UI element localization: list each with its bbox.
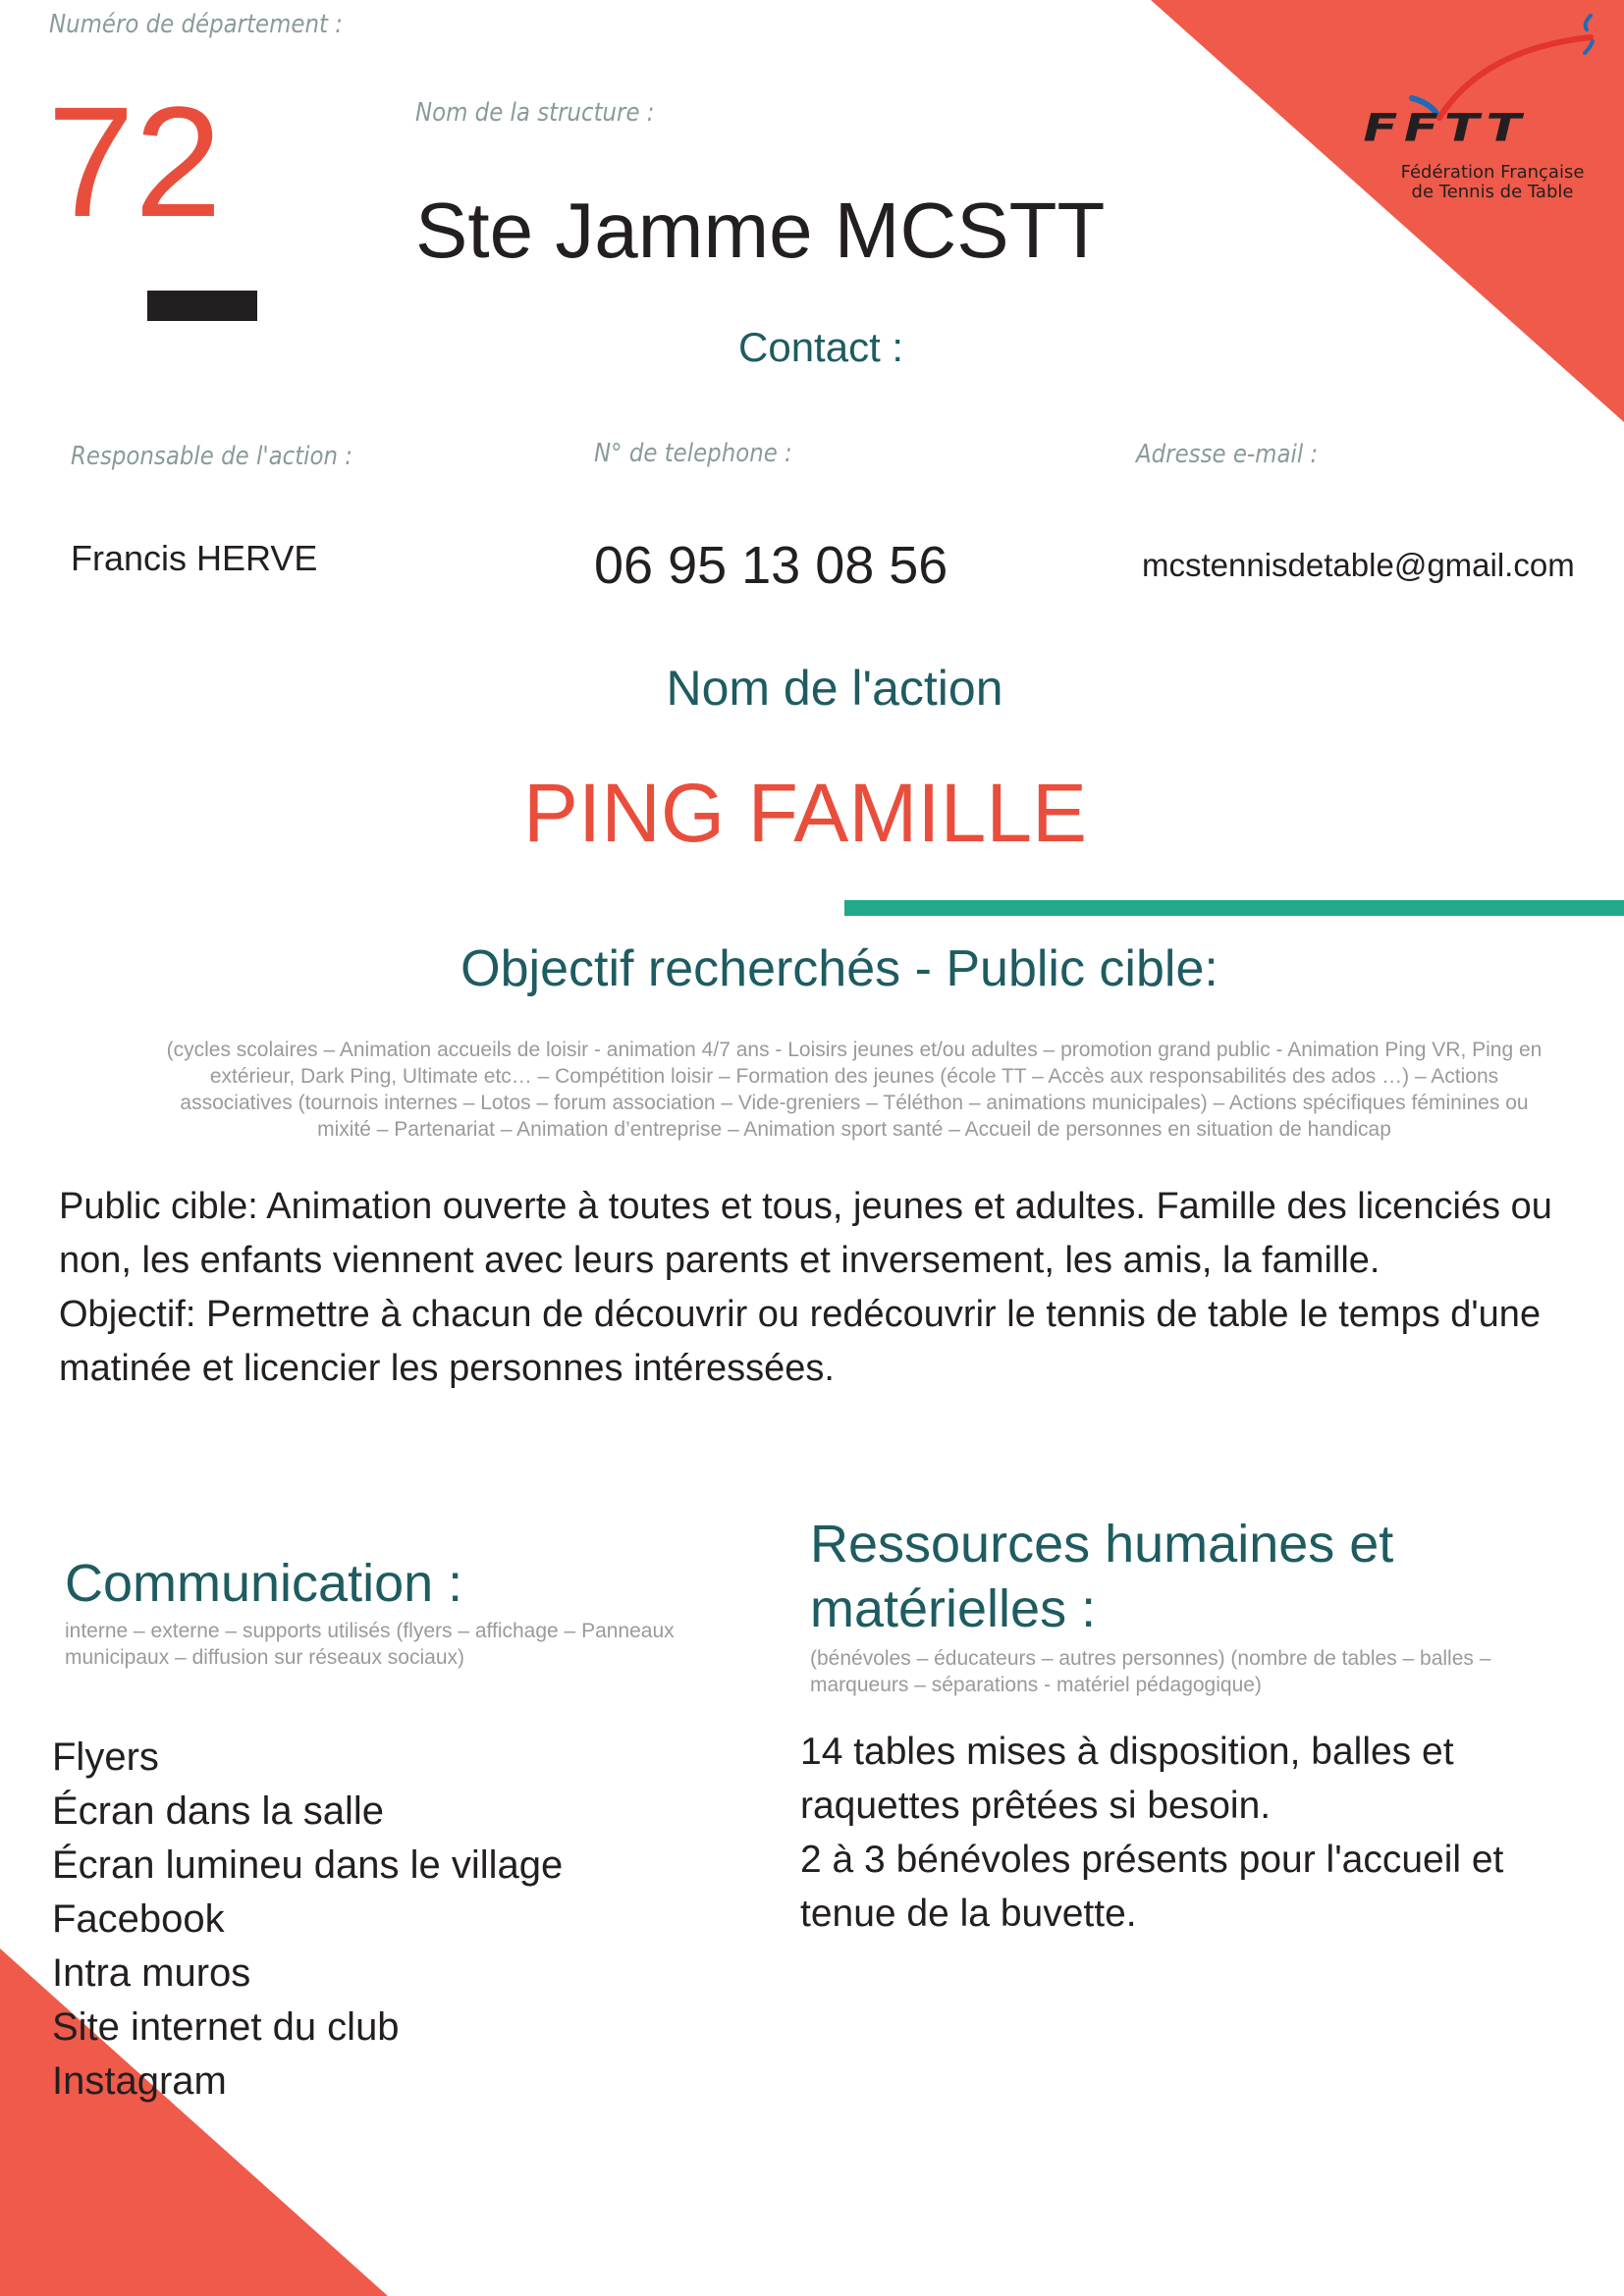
- fftt-logo-line2: de Tennis de Table: [1411, 182, 1574, 202]
- phone-label: N° de telephone :: [594, 439, 792, 468]
- list-item: Facebook: [52, 1897, 225, 1941]
- ressources-hint-note: (bénévoles – éducateurs – autres personnes) (nombre de tables – balles – marqueurs – séparations - matériel pédagogique): [810, 1647, 1491, 1696]
- objectif-hint-note: (cycles scolaires – Animation accueils de loisir - animation 4/7 ans - Loisirs jeunes et/ou adultes – promotion grand public - Animation Ping VR, Ping en extérieur, Dark Ping, Ultimate etc… – Compétition loisir – Formation des jeunes (école TT – Accès aux responsabilités des ados …) – Actions associatives (tournois internes – Lotos – forum association – Vide-greniers – Téléthon – animations municipales) – Actions spécifiques féminines ou mixité – Partenariat – Animation d’entreprise – Animation sport santé – Accueil de personnes en situation de handicap: [166, 1039, 1543, 1141]
- responsable-value: Francis HERVE: [71, 538, 318, 578]
- contact-heading: Contact :: [738, 324, 904, 370]
- ressources-body: [800, 1725, 1546, 1941]
- fftt-logo-letters: FFTT: [1357, 106, 1533, 150]
- teal-divider: [844, 900, 1624, 916]
- list-item: Site internet du club: [52, 2005, 400, 2049]
- communication-heading: Communication :: [65, 1554, 463, 1613]
- dept-underline-bar: [147, 291, 257, 321]
- list-item: Écran dans la salle: [52, 1789, 384, 1833]
- ressources-line-2: 2 à 3 bénévoles présents pour l'accueil et tenue de la buvette.: [800, 1839, 1504, 1935]
- ressources-line-1: 14 tables mises à disposition, balles et raquettes prêtées si besoin.: [800, 1731, 1454, 1827]
- fftt-logo-caption: [1380, 163, 1605, 202]
- objectif-text: Objectif: Permettre à chacun de découvrir ou redécouvrir le tennis de table le temps d'une matinée et licencier les personnes intéressées.: [59, 1294, 1542, 1389]
- email-label: Adresse e-mail :: [1136, 440, 1319, 469]
- dept-number: 72: [47, 74, 222, 249]
- responsable-label: Responsable de l'action :: [71, 442, 353, 471]
- phone-value: 06 95 13 08 56: [594, 536, 948, 595]
- objectif-heading: Objectif recherchés - Public cible:: [460, 940, 1218, 997]
- list-item: Instagram: [52, 2059, 227, 2103]
- structure-label: Nom de la structure :: [415, 98, 655, 128]
- list-item: Intra muros: [52, 1951, 251, 1995]
- dept-label: Numéro de département :: [49, 10, 343, 39]
- objectif-body: [59, 1180, 1591, 1396]
- communication-list: [52, 1731, 563, 2109]
- communication-hint-note: interne – externe – supports utilisés (flyers – affichage – Panneaux municipaux – diffusion sur réseaux sociaux): [65, 1620, 675, 1669]
- action-heading: Nom de l'action: [666, 661, 1003, 716]
- action-name: PING FAMILLE: [522, 767, 1088, 859]
- structure-name: Ste Jamme MCSTT: [415, 187, 1106, 274]
- list-item: Écran lumineu dans le village: [52, 1843, 564, 1887]
- list-item: Flyers: [52, 1735, 159, 1779]
- public-cible-text: Public cible: Animation ouverte à toutes et tous, jeunes et adultes. Famille des licenciés ou non, les enfants viennent avec leurs parents et inversement, les amis, la famille.: [59, 1186, 1552, 1281]
- fftt-logo-line1: Fédération Française: [1400, 162, 1585, 183]
- email-value: mcstennisdetable@gmail.com: [1142, 547, 1575, 583]
- ressources-heading: Ressources humaines et matérielles :: [810, 1515, 1394, 1638]
